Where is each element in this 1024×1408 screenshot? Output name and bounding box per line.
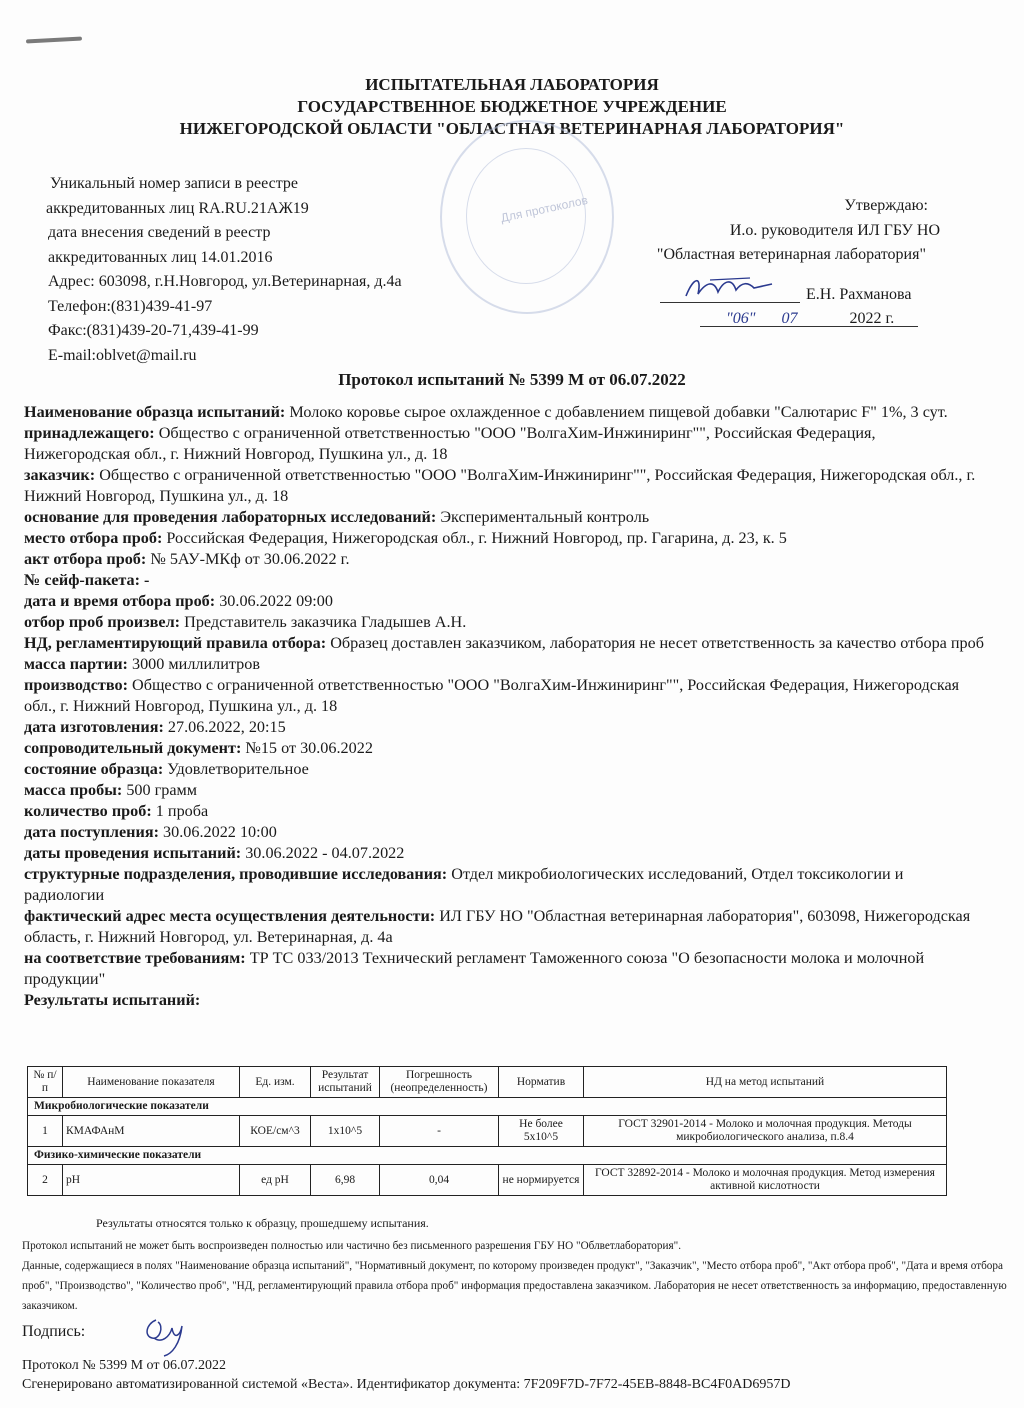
col-norm-header: Норматив (499, 1067, 584, 1098)
field-row (24, 738, 984, 759)
field-row (24, 780, 984, 801)
col-unit-header: Ед. изм. (240, 1067, 311, 1098)
field-label: масса партии: (24, 655, 128, 673)
section-row (28, 1098, 947, 1116)
registry-fax: Факс:(831)439-20-71,439-41-99 (48, 322, 259, 339)
disclaimer-notes (22, 1236, 1012, 1316)
field-row (24, 906, 984, 948)
footer-protocol-ref: Протокол № 5399 М от 06.07.2022 (22, 1358, 226, 1373)
field-row (24, 528, 984, 549)
header-line-2: ГОСУДАРСТВЕННОЕ БЮДЖЕТНОЕ УЧРЕЖДЕНИЕ (297, 97, 727, 116)
field-label: состояние образца: (24, 760, 164, 778)
field-row (24, 654, 984, 675)
field-value: 3000 миллилитров (131, 655, 260, 673)
field-row (24, 822, 984, 843)
field-value: Представитель заказчика Гладышев А.Н. (184, 613, 467, 631)
field-row (24, 759, 984, 780)
registry-email: E-mail:oblvet@mail.ru (48, 346, 197, 364)
cell-result: 1x10^5 (311, 1116, 380, 1147)
approval-date-line (700, 326, 918, 327)
registry-line-2: аккредитованных лиц RA.RU.21АЖ19 (46, 199, 309, 217)
field-value: ТР ТС 033/2013 Технический регламент Таможенного союза "О безопасности молока и молочной продукции" (24, 949, 925, 988)
header-line-1: ИСПЫТАТЕЛЬНАЯ ЛАБОРАТОРИЯ (365, 75, 659, 94)
cell-error: 0,04 (380, 1165, 499, 1196)
section-title: Микробиологические показатели (28, 1098, 947, 1116)
field-row (24, 423, 984, 465)
registry-block (46, 172, 402, 368)
registry-line-4: аккредитованных лиц 14.01.2016 (48, 248, 273, 266)
results-table (27, 1066, 947, 1196)
field-label: структурные подразделения, проводившие исследования: (24, 865, 448, 883)
field-label: дата поступления: (24, 823, 159, 841)
field-label: заказчик: (24, 466, 96, 484)
stamp-text: Для протоколов (499, 192, 590, 226)
col-error-header: Погрешность (неопределенность) (380, 1067, 499, 1098)
field-label: даты проведения испытаний: (24, 844, 242, 862)
field-row (24, 801, 984, 822)
field-row (24, 465, 984, 507)
cell-method: ГОСТ 32901-2014 - Молоко и молочная продукция. Методы микробиологического анализа, п.8.4 (584, 1116, 947, 1147)
field-label: отбор проб произвел: (24, 613, 181, 631)
section-row (28, 1147, 947, 1165)
field-label: производство: (24, 676, 128, 694)
field-value: 500 грамм (126, 781, 198, 799)
field-label: количество проб: (24, 802, 152, 820)
col-method-header: НД на метод испытаний (584, 1067, 947, 1098)
field-row (24, 675, 984, 717)
cell-name: КМАФАнМ (63, 1116, 240, 1147)
field-value: Экспериментальный контроль (440, 508, 650, 526)
field-row (24, 843, 984, 864)
cell-num: 1 (28, 1116, 63, 1147)
col-result-header: Результат испытаний (311, 1067, 380, 1098)
protocol-title: Протокол испытаний № 5399 М от 06.07.2022 (338, 370, 686, 389)
registry-line-3: дата внесения сведений в реестр (48, 224, 271, 241)
field-label: дата изготовления: (24, 718, 164, 736)
approval-signature-line (660, 288, 800, 303)
field-row (24, 612, 984, 633)
field-value: № 5АУ-МКф от 30.06.2022 г. (150, 550, 350, 568)
field-row (24, 864, 984, 906)
cell-norm: не нормируется (499, 1165, 584, 1196)
field-label: место отбора проб: (24, 529, 163, 547)
field-value: 30.06.2022 10:00 (163, 823, 277, 841)
footer-generated-id: Сгенерировано автоматизированной системой «Веста». Идентификатор документа: 7F209F7D-7F72-45EB-8848-BC4F0AD6957D (22, 1377, 791, 1392)
cell-result: 6,98 (311, 1165, 380, 1196)
header-line-3: НИЖЕГОРОДСКОЙ ОБЛАСТИ "ОБЛАСТНАЯ ВЕТЕРИНАРНАЯ ЛАБОРАТОРИЯ" (179, 119, 845, 138)
field-value: №15 от 30.06.2022 (245, 739, 373, 757)
field-label: акт отбора проб: (24, 550, 147, 568)
table-header-row (28, 1067, 947, 1098)
field-label: принадлежащего: (24, 424, 155, 442)
field-value: Общество с ограниченной ответственностью "ООО "ВолгаХим-Инжиниринг"", Российская Федерация, Нижегородская обл., г. Нижний Новгород, Пушкина ул., д. 18 (24, 466, 976, 505)
registry-line-1: Уникальный номер записи в реестре (50, 175, 299, 192)
field-row (24, 990, 984, 1011)
table-row (28, 1165, 947, 1196)
lab-stamp (440, 120, 614, 314)
cell-method: ГОСТ 32892-2014 - Молоко и молочная продукция. Метод измерения активной кислотности (584, 1165, 947, 1196)
col-num-header: № п/п (28, 1067, 63, 1098)
field-value: Отдел микробиологических исследований, Отдел токсикологии и радиологии (24, 865, 904, 904)
field-label: Наименование образца испытаний: (24, 403, 286, 421)
cell-norm: Не более 5x10^5 (499, 1116, 584, 1147)
approval-block (600, 194, 940, 268)
results-note: Результаты относятся только к образцу, прошедшему испытания. (96, 1216, 429, 1230)
field-row (24, 570, 984, 591)
field-label: Результаты испытаний: (24, 991, 201, 1009)
field-value: Образец доставлен заказчиком, лаборатория не несет ответственность за качество отбора проб (330, 634, 984, 652)
approval-label: Утверждаю: (844, 197, 928, 214)
field-value: 30.06.2022 09:00 (219, 592, 333, 610)
cell-error: - (380, 1116, 499, 1147)
field-value: 27.06.2022, 20:15 (167, 718, 286, 736)
field-label: масса пробы: (24, 781, 123, 799)
field-row (24, 591, 984, 612)
field-row (24, 507, 984, 528)
approval-date-month: 07 (781, 310, 798, 327)
field-value: Общество с ограниченной ответственностью "ООО "ВолгаХим-Инжиниринг"", Российская Федерация, Нижегородская обл., г. Нижний Новгород, Пушкина ул., д. 18 (24, 424, 876, 463)
field-value: 1 проба (155, 802, 209, 820)
col-name-header: Наименование показателя (63, 1067, 240, 1098)
signature-mark (136, 1314, 196, 1360)
field-value: Общество с ограниченной ответственностью "ООО "ВолгаХим-Инжиниринг"", Российская Федерация, Нижегородская обл., г. Нижний Новгород, Пушкина ул., д. 18 (24, 676, 960, 715)
approval-date-year: 2022 г. (849, 310, 895, 327)
field-value: Удовлетворительное (167, 760, 309, 778)
cell-unit: ед pH (240, 1165, 311, 1196)
field-value: ИЛ ГБУ НО "Областная ветеринарная лаборатория", 603098, Нижегородская область, г. Нижний Новгород, ул. Ветеринарная, д. 4а (24, 907, 971, 946)
field-row (24, 633, 984, 654)
field-label: НД, регламентирующий правила отбора: (24, 634, 327, 652)
approval-signer-name: Е.Н. Рахманова (806, 286, 912, 303)
approval-date-day: "06" (726, 310, 756, 327)
disclaimer-reproduction: Протокол испытаний не может быть воспроизведен полностью или частично без письменного разрешения ГБУ НО "Облветлаборатория". (22, 1240, 681, 1252)
table-row (28, 1116, 947, 1147)
field-label: дата и время отбора проб: (24, 592, 216, 610)
signature-label: Подпись: (22, 1323, 86, 1340)
registry-address: Адрес: 603098, г.Н.Новгород, ул.Ветеринарная, д.4а (48, 273, 402, 290)
field-value: 30.06.2022 - 04.07.2022 (245, 844, 405, 862)
field-label: сопроводительный документ: (24, 739, 242, 757)
registry-phone: Телефон:(831)439-41-97 (48, 297, 213, 315)
field-label: фактический адрес места осуществления деятельности: (24, 907, 436, 925)
field-row (24, 402, 984, 423)
cell-unit: КОЕ/см^3 (240, 1116, 311, 1147)
field-value: Российская Федерация, Нижегородская обл., г. Нижний Новгород, пр. Гагарина, д. 23, к. 5 (166, 529, 787, 547)
field-label: № сейф-пакета: - (24, 571, 150, 589)
protocol-fields (24, 402, 984, 1011)
cell-name: pH (63, 1165, 240, 1196)
field-label: на соответствие требованиям: (24, 949, 246, 967)
disclaimer-customer-data: Данные, содержащиеся в полях "Наименование образца испытаний", "Нормативный документ, по которому произведен продукт", "Заказчик", "Место отбора проб", "Акт отбора проб", "Дата и время отбора проб", "Производство", "Количество проб", "НД, регламентирующий правила отбора проб" информация предоставлена заказчиком. Лаборатория не несет ответственность за информацию, предоставленную заказчиком. (22, 1260, 1007, 1312)
field-label: основание для проведения лабораторных исследований: (24, 508, 437, 526)
approval-position: И.о. руководителя ИЛ ГБУ НО (729, 221, 940, 239)
field-value: Молоко коровье сырое охлажденное с добавлением пищевой добавки "Салютарис F" 1%, 3 сут. (289, 403, 948, 421)
cell-num: 2 (28, 1165, 63, 1196)
field-row (24, 948, 984, 990)
scan-artifact (26, 37, 82, 44)
field-row (24, 717, 984, 738)
field-row (24, 549, 984, 570)
section-title: Физико-химические показатели (28, 1147, 947, 1165)
approval-org: "Областная ветеринарная лаборатория" (656, 246, 926, 263)
